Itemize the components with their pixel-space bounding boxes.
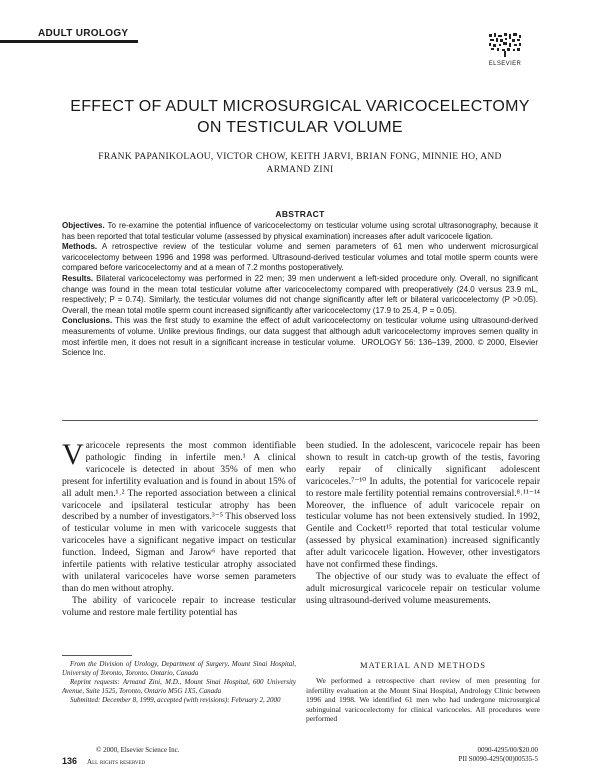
results-text: Bilateral varicocelectomy was performed in 22 men; 39 men underwent a left-sided procedure only. Overall, no significant change was found in the mean total testicular volume after varicocelectomy compared with preoperatively (24.0 versus 23.9 mL, respectively; P = 0.74). Similarly, the testicular volumes did not change significantly after left or bilateral varicocelectomy (P >0.05). Overall, the mean total motile sperm count increased significantly after varicocelectomy (17.9 to 25.4, P = 0.05).: [62, 273, 538, 315]
intro-paragraph-1-text: aricocele represents the most common identifiable pathologic finding in infertile men.¹ A clinical varicocele is detected in about 35% of men who present for infertility evaluation and is found in about 15% of all adult men.¹˒² The reported association between a clinical varicocele and ipsilateral testicular atrophy has been described by a number of investigators.³⁻⁵ This observed loss of testicular volume in men with varicocele suggests that varicoceles have a significant negative impact on testicular function. Indeed, Sigman and Jarow⁶ have reported that infertile patients with relative testicular atrophy associated with unilateral varicoceles have worse semen parameters than do men without atrophy.: [62, 441, 296, 594]
article-title: [40, 96, 560, 138]
body-column-right: [306, 441, 540, 608]
copyright-text: © 2000, Elsevier Science Inc.: [96, 746, 180, 754]
footer-left: [62, 757, 145, 767]
abstract-rule: [62, 420, 538, 421]
drop-cap: V: [62, 438, 84, 471]
logo-text: ELSEVIER: [488, 61, 522, 67]
author-list: [68, 151, 532, 177]
affiliation-note: From the Division of Urology, Department of Surgery, Mount Sinai Hospital, University of Toronto, Toronto, Ontario, Canada: [62, 660, 296, 677]
objectives-label: Objectives.: [62, 221, 105, 230]
body-column-left: [62, 438, 296, 620]
conclusions-label: Conclusions.: [62, 316, 113, 326]
methods-heading: MATERIAL AND METHODS: [360, 660, 486, 670]
abstract: [62, 221, 538, 359]
submitted-note: Submitted: December 8, 1999, accepted (with revisions): February 2, 2000: [70, 696, 281, 704]
issn-text: 0090-4295/00/$20.00: [477, 746, 538, 754]
abstract-methods: [62, 242, 538, 274]
abstract-objectives: [62, 221, 538, 242]
rights-text: All rights reserved: [87, 758, 146, 766]
conclusions-text: This was the first study to examine the effect of adult varicocelectomy on testicular volume using ultrasound-derived measurements of volume. Unlike previous findings, our data suggest that although adult varicocelectomy improves semen quality in most infertile men, it does not result in a significant increase in testicular volume.: [62, 316, 538, 347]
footer-right: [458, 746, 538, 764]
reprints-note: Reprint requests: Armand Zini, M.D., Mount Sinai Hospital, 600 University Avenue, Suite 1525, Toronto, Ontario M5G 1X5, Canada: [62, 678, 296, 695]
objectives-text: To re-examine the potential influence of varicocelectomy on testicular volume using scrotal ultrasonography, because it has been reported that total testicular volume (assessed by physical examination) increases after adult varicocele ligation.: [62, 221, 538, 241]
intro-paragraph-1: [62, 438, 296, 596]
citation-rest: 56: 136–139, 2000. © 2000, Elsevier Science Inc.: [62, 337, 538, 358]
section-label: ADULT UROLOGY: [38, 28, 129, 39]
article-notes: [62, 660, 296, 705]
abstract-heading: ABSTRACT: [275, 209, 325, 219]
citation-journal: UROLOGY: [361, 337, 402, 347]
footer-copyright: [96, 746, 179, 755]
intro-paragraph-3: been studied. In the adolescent, varicocele repair has been shown to result in catch-up growth of the testis, favoring early repair of clinically significant adolescent varicoceles.⁷⁻¹⁰ In adults, the potential for varicocele repair to restore male fertility potential remains controversial.⁸˒¹¹⁻¹⁴ Moreover, the influence of adult varicocele repair on testicular volume has not been extensively studied. In 1992, Gentile and Cockett¹⁵ reported that total testicular volume (assessed by physical examination) increased significantly after adult varicocele ligation. However, other investigators have not confirmed these findings.: [306, 441, 540, 571]
footnote-rule: [62, 655, 132, 656]
title-line-1: EFFECT OF ADULT MICROSURGICAL VARICOCELECTOMY: [70, 98, 530, 115]
pii-text: PII S0090-4295(00)00535-5: [458, 755, 538, 763]
elsevier-tree-icon: [485, 30, 525, 60]
methods-label: Methods.: [62, 242, 98, 252]
results-label: Results.: [62, 273, 94, 283]
section-rule: [0, 40, 138, 43]
abstract-conclusions: [62, 316, 538, 358]
authors-line-1: FRANK PAPANIKOLAOU, VICTOR CHOW, KEITH JARVI, BRIAN FONG, MINNIE HO, AND: [98, 152, 502, 162]
methods-paragraph: We performed a retrospective chart review of men presenting for infertility evaluation at the Mount Sinai Hospital, Andrology Clinic between 1996 and 1998. We identified 61 men who had undergone microsurgical subinguinal varicocelectomy for clinical varicoceles. All procedures were performed: [306, 676, 540, 724]
title-line-2: ON TESTICULAR VOLUME: [197, 119, 403, 136]
page-number: 136: [62, 756, 78, 766]
methods-text: A retrospective review of the testicular volume and semen parameters of 61 men who underwent microsurgical varicocelectomy between 1996 and 1998 was performed. Ultrasound-derived testicular volumes and total motile sperm counts were compared before varicocelectomy and at a mean of 7.2 months postoperatively.: [62, 242, 538, 273]
authors-line-2: ARMAND ZINI: [266, 165, 334, 175]
abstract-results: [62, 274, 538, 316]
publisher-logo: [482, 30, 528, 67]
intro-paragraph-4: The objective of our study was to evaluate the effect of adult microsurgical varicocele repair on testicular volume using ultrasound-derived volume measurements.: [306, 571, 540, 606]
intro-paragraph-2: The ability of varicocele repair to increase testicular volume and restore male fertility potential has: [62, 595, 296, 618]
